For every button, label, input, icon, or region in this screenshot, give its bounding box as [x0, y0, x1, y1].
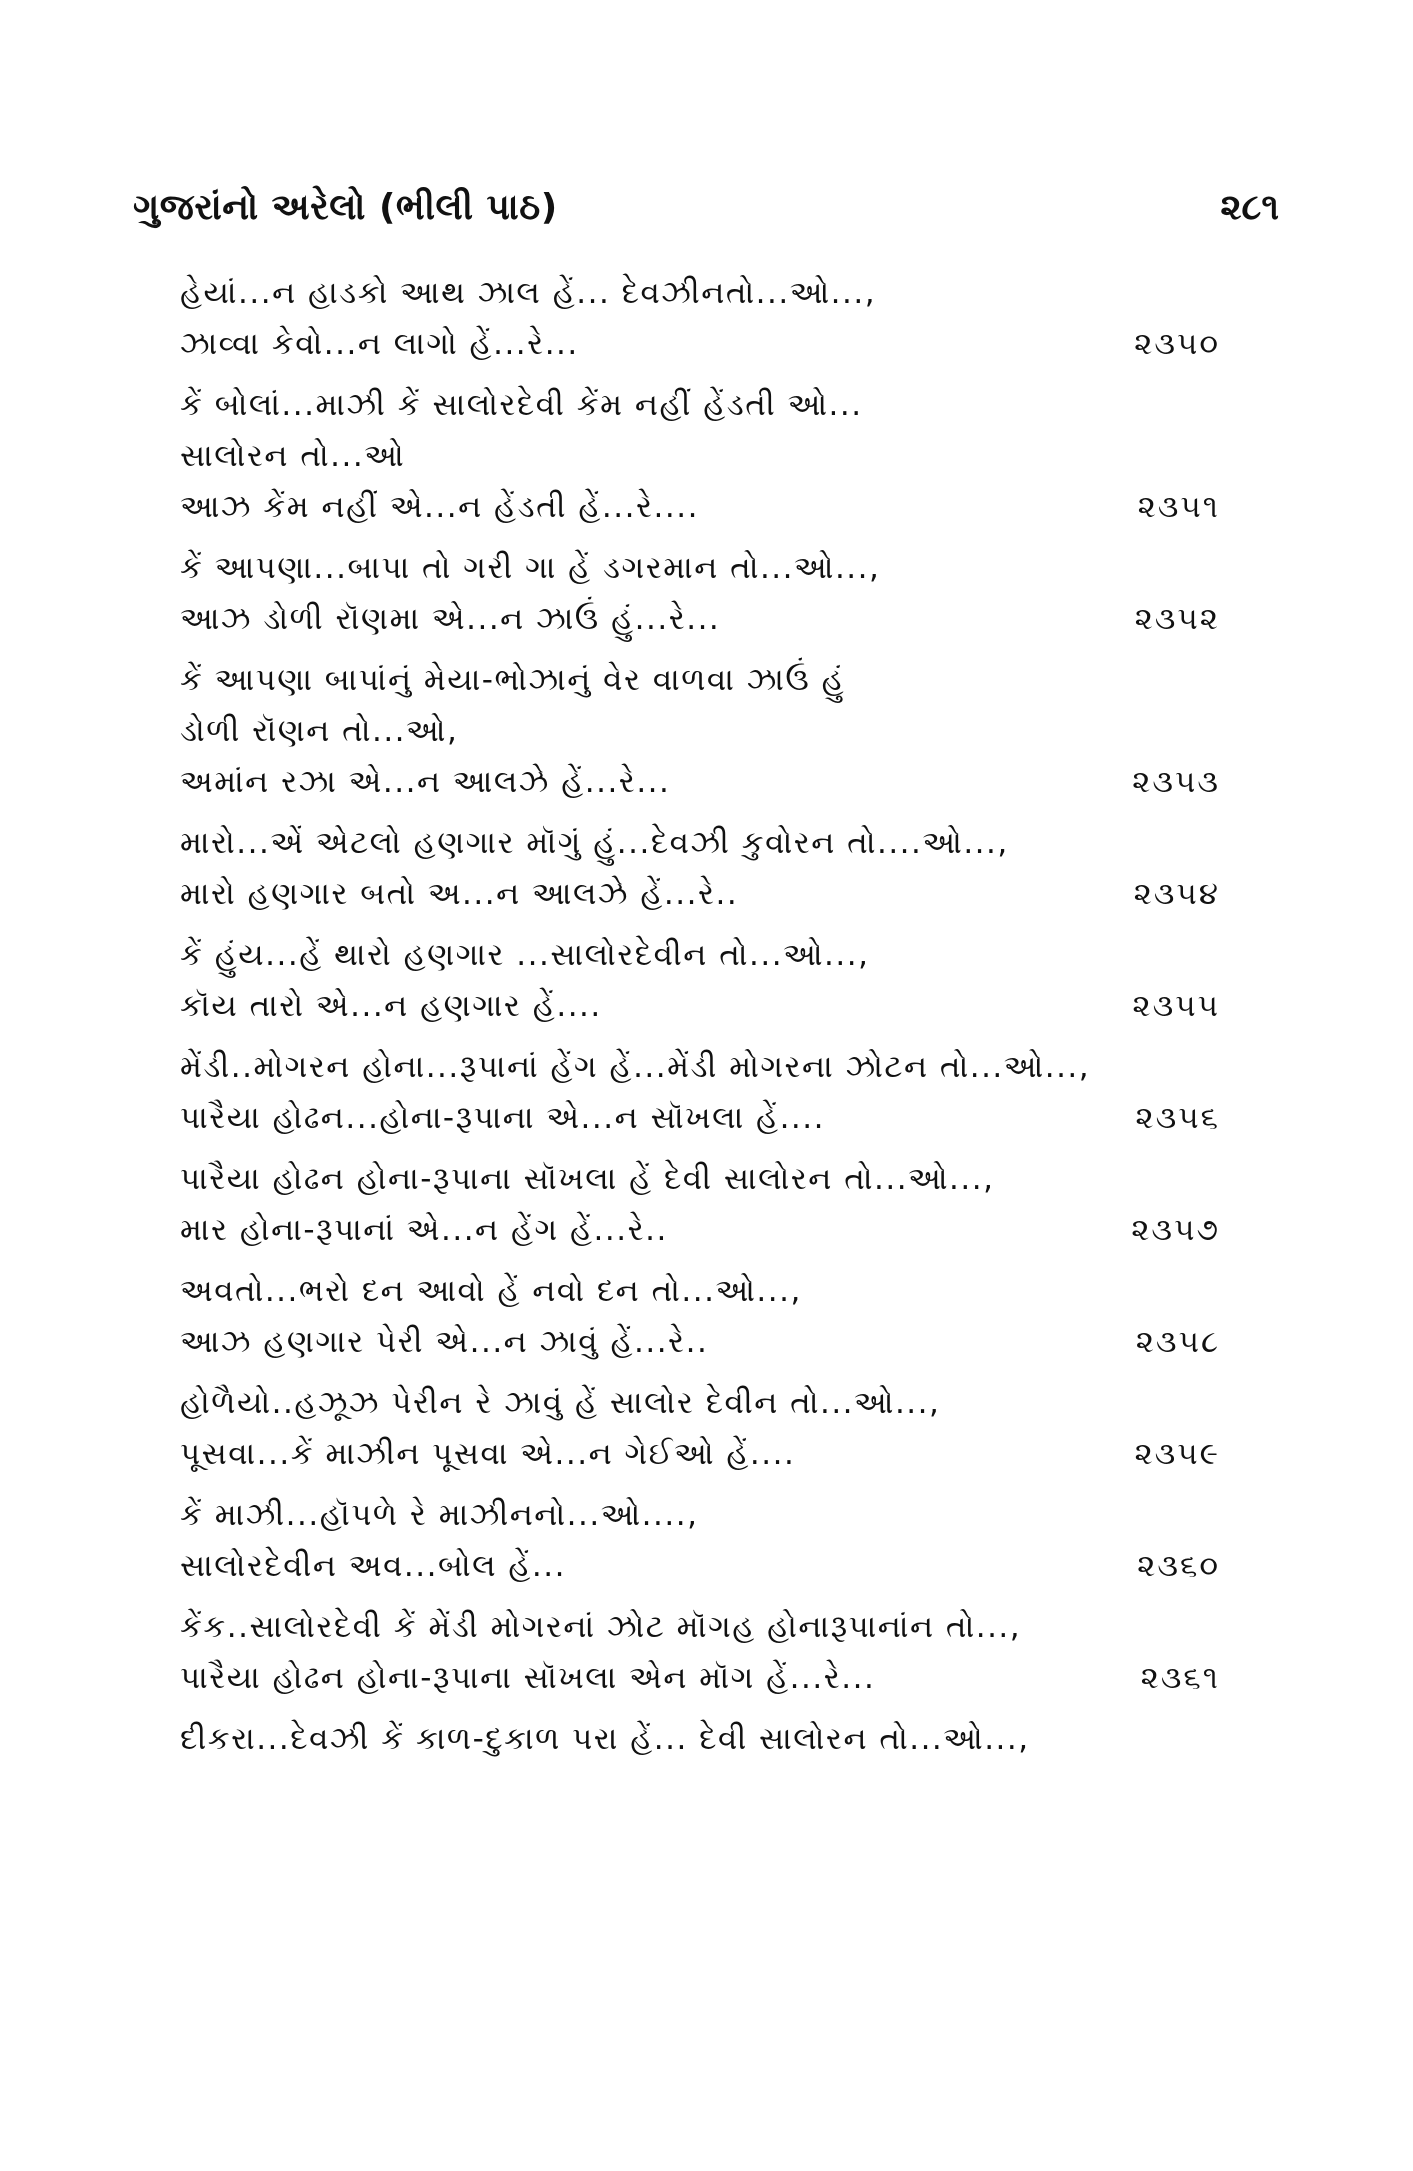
verse-line-text: કેં આપણા...બાપા તો ગરી ગા હેં ડગરમાન તો...ઓ...,: [180, 550, 881, 586]
verse-number: ૨૩૫૭: [1131, 1212, 1220, 1248]
verse-line-text: સાલોરદેવીન અવ...બોલ હેં...: [180, 1548, 566, 1584]
verse-line: [180, 1154, 1280, 1205]
verse-line: [180, 706, 1280, 757]
verse-line: [180, 655, 1280, 706]
verse: [180, 1266, 1280, 1368]
verse: [180, 380, 1280, 533]
verse-number: ૨૩૫૩: [1132, 764, 1220, 800]
running-header: [133, 178, 1279, 238]
verse-line: [180, 1602, 1280, 1653]
verse-line: [180, 1378, 1280, 1429]
verse-line: [180, 543, 1280, 594]
verse-line-text: મારો...એં એટલો હણગાર મૉગું હું...દેવઝી કુવોરન તો....ઓ...,: [180, 825, 1009, 861]
verse-line-text: પૂસવા...કેં માઝીન પૂસવા એ...ન ગેઈઓ હેં....: [180, 1436, 796, 1472]
verse-line-text: કેં આપણા બાપાંનું મેયા-ભોઝાનું વેર વાળવા ઝાઉં હું: [180, 662, 846, 698]
verse-line: [180, 431, 1280, 482]
verse-number: ૨૩૫૦: [1134, 326, 1220, 362]
verse-list: [180, 268, 1280, 1765]
verse-line-text: પારૈયા હોઢન...હોના-રૂપાના એ...ન સૉખલા હેં....: [180, 1100, 825, 1136]
verse: [180, 1602, 1280, 1704]
verse-line-text: કેં માઝી...હૉપળે રે માઝીનનો...ઓ....,: [180, 1497, 699, 1533]
verse-number: ૨૩૫૧: [1137, 489, 1220, 525]
verse-line: [180, 1490, 1280, 1541]
verse-line-text: આઝ હણગાર પેરી એ...ન ઝાવું હેં...રે..: [180, 1324, 709, 1360]
verse-number: ૨૩૬૦: [1137, 1548, 1220, 1584]
verse-line-text: કેંક..સાલોરદેવી કેં મેંડી મોગરનાં ઝોટ મૉગહ હોનારૂપાનાંન તો...,: [180, 1609, 1022, 1645]
verse-line-text: હેયાં...ન હાડકો આથ ઝાલ હેં... દેવઝીનતો...ઓ...,: [180, 275, 877, 311]
verse: [180, 930, 1280, 1032]
verse-number: ૨૩૫૪: [1133, 876, 1220, 912]
verse-line-text: ડોળી રૉણન તો...ઓ,: [180, 713, 459, 749]
verse: [180, 268, 1280, 370]
verse-line: [180, 1205, 1280, 1256]
verse-line: [180, 1093, 1280, 1144]
verse-number: ૨૩૫૨: [1134, 601, 1220, 637]
verse: [180, 1714, 1280, 1765]
verse-line-text: માર હોના-રૂપાનાં એ...ન હેંગ હેં...રે..: [180, 1212, 668, 1248]
verse-line: [180, 1042, 1280, 1093]
verse-line: [180, 1429, 1280, 1480]
verse-line: [180, 1317, 1280, 1368]
verse-line: [180, 757, 1280, 808]
verse-number: ૨૩૫૮: [1135, 1324, 1220, 1360]
running-title: ગુજરાંનો અરેલો (ભીલી પાઠ): [133, 187, 558, 228]
verse-number: ૨૩૫૬: [1135, 1100, 1220, 1136]
verse-line: [180, 1653, 1280, 1704]
verse: [180, 655, 1280, 808]
verse-line: [180, 930, 1280, 981]
verse-line: [180, 1541, 1280, 1592]
verse-line: [180, 818, 1280, 869]
verse-line: [180, 869, 1280, 920]
verse-line: [180, 482, 1280, 533]
verse-line-text: આઝ કેંમ નહીં એ...ન હેંડતી હેં...રે....: [180, 489, 699, 525]
verse-line-text: કૉય તારો એ...ન હણગાર હેં....: [180, 988, 602, 1024]
verse-number: ૨૩૬૧: [1140, 1660, 1220, 1696]
verse-line: [180, 380, 1280, 431]
verse-line-text: આઝ ડોળી રૉણમા એ...ન ઝાઉં હું...રે...: [180, 601, 721, 637]
verse-number: ૨૩૫૫: [1132, 988, 1220, 1024]
verse: [180, 1154, 1280, 1256]
verse-line-text: સાલોરન તો...ઓ: [180, 438, 406, 474]
verse-line-text: દીકરા...દેવઝી કેં કાળ-દુકાળ પરા હેં... દેવી સાલોરન તો...ઓ...,: [180, 1721, 1030, 1757]
verse-line-text: અવતો...ભરો દન આવો હેં નવો દન તો...ઓ...,: [180, 1273, 802, 1309]
verse: [180, 818, 1280, 920]
verse: [180, 1042, 1280, 1144]
verse-line-text: મેંડી..મોગરન હોના...રૂપાનાં હેંગ હેં...મેંડી મોગરના ઝોટન તો...ઓ...,: [180, 1049, 1091, 1085]
verse-line: [180, 594, 1280, 645]
verse-line: [180, 1714, 1280, 1765]
verse: [180, 1378, 1280, 1480]
verse-line-text: ઝાવ્વા કેવો...ન લાગો હેં...રે...: [180, 326, 579, 362]
verse-line: [180, 1266, 1280, 1317]
verse-line-text: પારૈયા હોઢન હોના-રૂપાના સૉખલા હેં દેવી સાલોરન તો...ઓ...,: [180, 1161, 995, 1197]
verse-line-text: હોળૈયો..હઝૂઝ પેરીન રે ઝાવું હેં સાલોર દેવીન તો...ઓ...,: [180, 1385, 941, 1421]
verse-line-text: મારો હણગાર બતો અ...ન આલઝે હેં...રે..: [180, 876, 739, 912]
verse-number: ૨૩૫૯: [1134, 1436, 1220, 1472]
verse-line-text: પારૈયા હોઢન હોના-રૂપાના સૉખલા એન મૉગ હેં...રે...: [180, 1660, 876, 1696]
verse-line: [180, 319, 1280, 370]
verse-line-text: કેં હુંય...હેં થારો હણગાર ...સાલોરદેવીન તો...ઓ...,: [180, 937, 870, 973]
verse-line-text: કેં બોલાં...માઝી કેં સાલોરદેવી કેંમ નહીં હેંડતી ઓ...: [180, 387, 863, 423]
verse-line: [180, 981, 1280, 1032]
verse: [180, 543, 1280, 645]
verse: [180, 1490, 1280, 1592]
verse-line-text: અમાંન રઝા એ...ન આલઝે હેં...રે...: [180, 764, 671, 800]
verse-line: [180, 268, 1280, 319]
page-number: ૨૮૧: [1220, 187, 1279, 228]
